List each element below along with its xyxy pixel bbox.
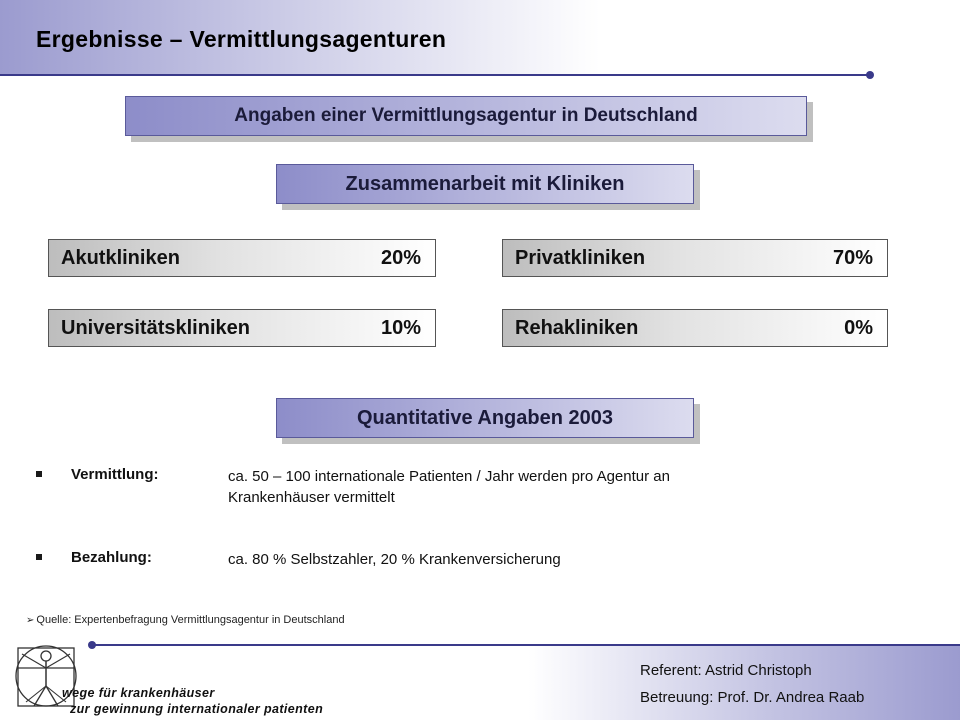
logo-text-line1: wege für krankenhäuser (62, 686, 215, 700)
main-header-box (125, 96, 807, 136)
rule-end-dot (866, 71, 874, 79)
referent-credit: Referent: Astrid Christoph (640, 662, 812, 679)
arrow-bullet-icon: ➢ (26, 615, 35, 626)
quantitative-header-text: Quantitative Angaben 2003 (357, 406, 613, 429)
bullet-label: Vermittlung: (71, 466, 159, 483)
stat-box-universitaetskliniken (48, 309, 436, 347)
quantitative-header-box (276, 398, 694, 438)
title-rule (0, 74, 868, 76)
stat-box-rehakliniken (502, 309, 888, 347)
footer-rule (95, 644, 960, 646)
square-bullet-icon (36, 471, 42, 477)
stat-value: 70% (832, 246, 873, 269)
source-note (26, 614, 345, 626)
stat-label: Privatkliniken (515, 246, 646, 269)
bullet-text: ca. 50 – 100 internationale Patienten / Jahr werden pro Agentur an Krankenhäuser vermittelt (228, 468, 670, 506)
bullet-label: Bezahlung: (71, 549, 152, 566)
stat-value: 20% (380, 246, 421, 269)
cooperation-header-text: Zusammenarbeit mit Kliniken (345, 172, 625, 195)
stat-box-akutkliniken (48, 239, 436, 277)
bullet-text: ca. 80 % Selbstzahler, 20 % Krankenversicherung (228, 551, 561, 568)
stat-label: Akutkliniken (61, 246, 180, 269)
main-header-text: Angaben einer Vermittlungsagentur in Deutschland (234, 105, 698, 126)
source-text: Quelle: Expertenbefragung Vermittlungsagentur in Deutschland (36, 614, 345, 626)
slide-title: Ergebnisse – Vermittlungsagenturen (36, 26, 447, 52)
stat-label: Rehakliniken (515, 316, 639, 339)
stat-box-privatkliniken (502, 239, 888, 277)
stat-value: 10% (380, 316, 421, 339)
square-bullet-icon (36, 554, 42, 560)
logo-text-line2: zur gewinnung internationaler patienten (70, 702, 324, 716)
betreuung-credit: Betreuung: Prof. Dr. Andrea Raab (640, 689, 865, 706)
stat-label: Universitätskliniken (61, 316, 250, 339)
cooperation-header-box (276, 164, 694, 204)
stat-value: 0% (844, 316, 873, 339)
